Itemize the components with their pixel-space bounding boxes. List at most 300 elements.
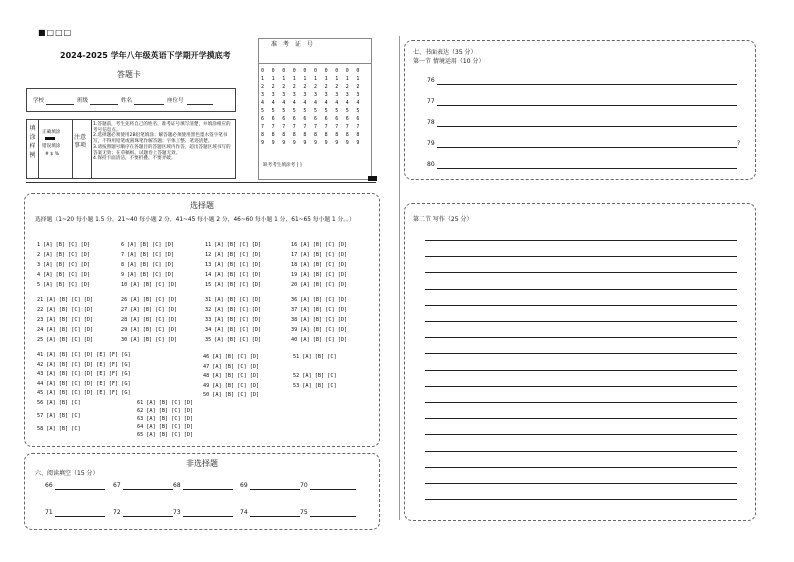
mcq-question[interactable] xyxy=(137,432,193,438)
admission-digit-bubble[interactable]: 3 xyxy=(282,92,286,98)
mcq-question[interactable] xyxy=(37,317,93,323)
mcq-question[interactable] xyxy=(37,297,93,303)
name-field[interactable] xyxy=(134,104,164,105)
admission-digit-bubble[interactable]: 8 xyxy=(314,132,318,138)
question-number: 31 xyxy=(205,297,212,303)
mcq-question[interactable] xyxy=(37,352,131,358)
admission-digit-bubble[interactable]: 6 xyxy=(324,116,328,122)
answer-options[interactable]: [A] [B] [C] xyxy=(46,400,81,406)
mcq-question[interactable] xyxy=(37,362,131,368)
answer-blank[interactable] xyxy=(183,516,233,517)
admission-digit-bubble[interactable]: 0 xyxy=(261,68,265,74)
admission-digit-bubble[interactable]: 8 xyxy=(345,132,349,138)
admission-digit-bubble[interactable]: 6 xyxy=(314,116,318,122)
admission-digit-bubble[interactable]: 2 xyxy=(282,84,286,90)
admission-digit-bubble[interactable]: 8 xyxy=(282,132,286,138)
admission-digit-column[interactable] xyxy=(346,67,349,147)
admission-digit-bubble[interactable]: 6 xyxy=(335,116,339,122)
admission-digit-bubble[interactable]: 2 xyxy=(271,84,275,90)
mcq-question[interactable] xyxy=(37,337,93,343)
mcq-question[interactable] xyxy=(205,262,261,268)
answer-options[interactable]: [A] [B] [C] [D] xyxy=(212,373,260,379)
school-field[interactable] xyxy=(46,104,74,105)
admission-digit-bubble[interactable]: 0 xyxy=(292,68,296,74)
admission-digit-bubble[interactable]: 1 xyxy=(324,76,328,82)
mcq-question[interactable] xyxy=(205,327,261,333)
mcq-question[interactable] xyxy=(205,252,261,258)
answer-options[interactable]: [A] [B] [C] [D] xyxy=(300,262,348,268)
admission-digit-bubble[interactable]: 6 xyxy=(292,116,296,122)
blank-number: 73 xyxy=(173,509,181,516)
admission-digit-bubble[interactable]: 9 xyxy=(314,140,318,146)
mcq-question[interactable] xyxy=(137,416,193,422)
mcq-title: 选择题 xyxy=(190,201,214,210)
admission-digit-bubble[interactable]: 3 xyxy=(303,92,307,98)
mcq-question[interactable] xyxy=(37,307,93,313)
question-number: 15 xyxy=(205,282,212,288)
question-number: 1 xyxy=(37,242,41,248)
admission-digit-bubble[interactable]: 8 xyxy=(261,132,265,138)
admission-digit-bubble[interactable]: 2 xyxy=(314,84,318,90)
admission-digit-bubble[interactable]: 6 xyxy=(271,116,275,122)
admission-digit-bubble[interactable]: 8 xyxy=(335,132,339,138)
answer-line[interactable] xyxy=(437,126,737,127)
note-line: 4.保持卡面清洁，不要折叠、不要弄破。 xyxy=(93,156,176,162)
question-number: 17 xyxy=(291,252,298,258)
answer-options[interactable]: [A] [B] [C] [D] xyxy=(214,307,262,313)
admission-digit-bubble[interactable]: 8 xyxy=(271,132,275,138)
mcq-question[interactable] xyxy=(37,252,90,258)
admission-digit-bubble[interactable]: 0 xyxy=(303,68,307,74)
answer-options[interactable]: [A] [B] [C] [D] xyxy=(300,337,348,343)
admission-digit-bubble[interactable]: 5 xyxy=(335,108,339,114)
mcq-question[interactable] xyxy=(203,383,259,389)
answer-options[interactable]: [A] [B] [C] [D] xyxy=(212,382,260,389)
admission-digit-bubble[interactable]: 1 xyxy=(292,76,296,82)
answer-options[interactable]: [A] [B] [C] [D] xyxy=(130,337,178,343)
mcq-question[interactable] xyxy=(37,426,81,432)
admission-digit-bubble[interactable]: 8 xyxy=(303,132,307,138)
question-number: 63 xyxy=(137,416,144,422)
admission-digit-bubble[interactable]: 9 xyxy=(292,140,296,146)
answer-blank[interactable] xyxy=(183,489,233,490)
mcq-question[interactable] xyxy=(291,242,347,248)
answer-line[interactable] xyxy=(437,84,737,85)
admission-digit-bubble[interactable]: 5 xyxy=(271,108,275,114)
mcq-question[interactable] xyxy=(37,381,131,387)
answer-options[interactable]: [A] [B] [C] [D] xyxy=(46,307,94,313)
answer-options[interactable]: [A] [B] [C] [D] xyxy=(127,272,174,278)
admission-digit-column[interactable] xyxy=(293,67,296,147)
admission-digit-bubble[interactable]: 0 xyxy=(345,68,349,74)
admission-digit-bubble[interactable]: 0 xyxy=(314,68,318,74)
admission-digit-bubble[interactable]: 0 xyxy=(356,68,360,74)
admission-digit-bubble[interactable]: 7 xyxy=(271,124,275,130)
answer-blank[interactable] xyxy=(123,489,173,490)
question-number: 52 xyxy=(293,373,300,379)
question-number: 5 xyxy=(37,282,41,288)
question-number: 36 xyxy=(291,297,298,303)
answer-options[interactable]: [A] [B] [C] xyxy=(302,354,337,360)
answer-options[interactable]: [A] [B] [C] [D] xyxy=(300,297,348,303)
answer-options[interactable]: [A] [B] [C] xyxy=(302,373,337,379)
admission-digit-bubble[interactable]: 4 xyxy=(335,100,339,106)
admission-digit-bubble[interactable]: 4 xyxy=(345,100,349,106)
mcq-question[interactable] xyxy=(37,400,81,406)
admission-digit-bubble[interactable]: 4 xyxy=(314,100,318,106)
mcq-question[interactable] xyxy=(291,262,347,268)
answer-options[interactable]: [A] [B] [C] xyxy=(46,426,81,432)
mcq-question[interactable] xyxy=(203,373,259,379)
admission-digit-bubble[interactable]: 5 xyxy=(292,108,296,114)
mcq-question[interactable] xyxy=(205,307,261,313)
admission-digit-bubble[interactable]: 1 xyxy=(335,76,339,82)
mcq-question[interactable] xyxy=(205,242,261,248)
answer-options[interactable]: [A] [B] [C] [D] [E] [F] [G] xyxy=(46,371,131,377)
admission-digit-bubble[interactable]: 7 xyxy=(345,124,349,130)
admission-digit-bubble[interactable]: 3 xyxy=(271,92,275,98)
admission-digit-bubble[interactable]: 9 xyxy=(261,140,265,146)
admission-digit-bubble[interactable]: 9 xyxy=(335,140,339,146)
admission-digit-bubble[interactable]: 8 xyxy=(324,132,328,138)
admission-digit-bubble[interactable]: 9 xyxy=(324,140,328,146)
admission-digit-bubble[interactable]: 3 xyxy=(356,92,360,98)
answer-blank[interactable] xyxy=(55,516,105,517)
answer-line[interactable] xyxy=(437,147,737,148)
answer-options[interactable]: [A] [B] [C] [D] xyxy=(214,327,262,333)
admission-digit-bubble[interactable]: 9 xyxy=(282,140,286,146)
mcq-question[interactable] xyxy=(37,282,90,288)
admission-digit-bubble[interactable]: 7 xyxy=(324,124,328,130)
question-number: 61 xyxy=(137,400,144,406)
admission-digit-bubble[interactable]: 4 xyxy=(292,100,296,106)
admission-digit-bubble[interactable]: 0 xyxy=(335,68,339,74)
answer-blank[interactable] xyxy=(123,516,173,517)
mcq-question[interactable] xyxy=(291,282,347,288)
question-number: 2 xyxy=(37,252,41,258)
admission-input-row[interactable] xyxy=(259,47,371,64)
admission-digit-bubble[interactable]: 6 xyxy=(356,116,360,122)
admission-digit-bubble[interactable]: 0 xyxy=(282,68,286,74)
mcq-question[interactable] xyxy=(291,327,347,333)
admission-digit-bubble[interactable]: 3 xyxy=(314,92,318,98)
admission-digit-bubble[interactable]: 2 xyxy=(292,84,296,90)
answer-options[interactable]: [A] [B] [C] [D] [E] [F] [G] xyxy=(46,390,131,396)
mcq-question[interactable] xyxy=(121,252,174,258)
answer-options[interactable]: [A] [B] [C] xyxy=(302,382,337,389)
admission-digit-bubble[interactable]: 5 xyxy=(356,108,360,114)
mcq-question[interactable] xyxy=(121,297,177,303)
admission-digit-bubble[interactable]: 9 xyxy=(356,140,360,146)
answer-options[interactable]: [A] [B] [C] [D] xyxy=(43,272,90,278)
admission-digit-grid[interactable] xyxy=(261,67,369,151)
fill-wrong-marks: # $ % xyxy=(45,152,60,157)
mcq-question[interactable] xyxy=(205,317,261,323)
mcq-question[interactable] xyxy=(137,408,193,414)
seat-field[interactable] xyxy=(187,104,213,105)
question-number: 9 xyxy=(121,272,125,278)
admission-digit-bubble[interactable]: 4 xyxy=(282,100,286,106)
admission-digit-bubble[interactable]: 9 xyxy=(271,140,275,146)
admission-digit-bubble[interactable]: 8 xyxy=(356,132,360,138)
mcq-question[interactable] xyxy=(203,392,259,398)
mcq-question[interactable] xyxy=(37,262,90,268)
answer-options[interactable]: [A] [B] [C] [D] xyxy=(130,307,178,313)
question-number: 20 xyxy=(291,282,298,288)
answer-options[interactable]: [A] [B] [C] [D] xyxy=(214,252,262,258)
section-7-title: 七、书面表达（35 分） xyxy=(413,49,477,56)
admission-digit-bubble[interactable]: 7 xyxy=(292,124,296,130)
answer-options[interactable]: [A] [B] [C] [D] xyxy=(212,354,260,360)
divider xyxy=(91,120,92,178)
answer-options[interactable]: [A] [B] [C] [D] xyxy=(214,242,262,248)
admission-digit-bubble[interactable]: 0 xyxy=(271,68,275,74)
answer-options[interactable]: [A] [B] [C] [D] xyxy=(46,337,94,343)
admission-digit-bubble[interactable]: 4 xyxy=(303,100,307,106)
answer-options[interactable]: [A] [B] [C] [D] xyxy=(43,252,90,258)
question-number: 8 xyxy=(121,262,125,268)
admission-digit-bubble[interactable]: 1 xyxy=(261,76,265,82)
answer-options[interactable]: [A] [B] [C] [D] xyxy=(300,242,348,248)
admission-digit-bubble[interactable]: 6 xyxy=(282,116,286,122)
answer-options[interactable]: [A] [B] [C] [D] xyxy=(43,282,90,288)
admission-digit-bubble[interactable]: 1 xyxy=(345,76,349,82)
mcq-question[interactable] xyxy=(291,297,347,303)
blank-number: 67 xyxy=(113,482,121,489)
answer-options[interactable]: [A] [B] [C] [D] xyxy=(300,272,348,278)
answer-options[interactable]: [A] [B] [C] [D] xyxy=(43,242,90,248)
mcq-question[interactable] xyxy=(291,337,347,343)
admission-label: 准 考 证 号 xyxy=(271,41,315,48)
mcq-section xyxy=(24,193,380,447)
answer-options[interactable]: [A] [B] [C] [D] [E] [F] [G] xyxy=(46,361,131,368)
answer-blank[interactable] xyxy=(310,489,356,490)
admission-digit-bubble[interactable]: 3 xyxy=(345,92,349,98)
admission-digit-bubble[interactable]: 2 xyxy=(345,84,349,90)
mcq-question[interactable] xyxy=(37,327,93,333)
question-number: 29 xyxy=(121,327,128,333)
admission-digit-column[interactable] xyxy=(356,67,359,147)
admission-digit-bubble[interactable]: 4 xyxy=(261,100,265,106)
question-number: 47 xyxy=(203,363,210,370)
mcq-question[interactable] xyxy=(121,337,177,343)
answer-options[interactable]: [A] [B] [C] [D] xyxy=(146,400,194,406)
admission-digit-bubble[interactable]: 6 xyxy=(345,116,349,122)
mcq-question[interactable] xyxy=(291,252,347,258)
answer-line[interactable] xyxy=(437,168,737,169)
admission-digit-bubble[interactable]: 3 xyxy=(261,92,265,98)
admission-box xyxy=(258,38,372,180)
answer-options[interactable]: [A] [B] [C] [D] xyxy=(146,416,194,422)
admission-digit-bubble[interactable]: 6 xyxy=(303,116,307,122)
answer-options[interactable]: [A] [B] [C] [D] xyxy=(127,252,174,258)
admission-digit-bubble[interactable]: 1 xyxy=(282,76,286,82)
mcq-question[interactable] xyxy=(121,282,177,288)
answer-options[interactable]: [A] [B] [C] [D] xyxy=(214,337,262,343)
mcq-question[interactable] xyxy=(121,272,174,278)
mcq-question[interactable] xyxy=(291,307,347,313)
mcq-question[interactable] xyxy=(37,390,131,396)
answer-blank[interactable] xyxy=(250,516,300,517)
admission-digit-column[interactable] xyxy=(335,67,338,147)
answer-options[interactable]: [A] [B] [C] [D] [E] [F] [G] xyxy=(46,352,131,358)
answer-options[interactable]: [A] [B] [C] [D] xyxy=(300,282,348,288)
answer-options[interactable]: [A] [B] [C] [D] xyxy=(214,297,262,303)
admission-digit-bubble[interactable]: 7 xyxy=(335,124,339,130)
answer-options[interactable]: [A] [B] [C] [D] [E] [F] [G] xyxy=(46,380,131,387)
admission-digit-bubble[interactable]: 2 xyxy=(335,84,339,90)
divider xyxy=(72,120,73,178)
mcq-question[interactable] xyxy=(37,272,90,278)
class-field[interactable] xyxy=(90,104,118,105)
admission-digit-bubble[interactable]: 0 xyxy=(324,68,328,74)
mcq-question[interactable] xyxy=(291,272,347,278)
admission-digit-bubble[interactable]: 7 xyxy=(261,124,265,130)
answer-options[interactable]: [A] [B] [C] [D] xyxy=(130,327,178,333)
admission-digit-bubble[interactable]: 7 xyxy=(356,124,360,130)
answer-options[interactable]: [A] [B] [C] [D] xyxy=(130,297,178,303)
mcq-question[interactable] xyxy=(137,424,193,430)
admission-digit-column[interactable] xyxy=(314,67,317,147)
answer-options[interactable]: [A] [B] [C] [D] xyxy=(212,363,260,370)
admission-digit-bubble[interactable]: 9 xyxy=(345,140,349,146)
admission-digit-bubble[interactable]: 2 xyxy=(324,84,328,90)
admission-digit-bubble[interactable]: 7 xyxy=(282,124,286,130)
question-number: 42 xyxy=(37,361,44,368)
mcq-question[interactable] xyxy=(293,354,337,360)
mcq-answer-area xyxy=(25,194,379,446)
admission-digit-bubble[interactable]: 8 xyxy=(292,132,296,138)
admission-digit-bubble[interactable]: 4 xyxy=(324,100,328,106)
question-number: 28 xyxy=(121,317,128,323)
mcq-question[interactable] xyxy=(37,413,81,419)
mcq-question[interactable] xyxy=(37,242,90,248)
answer-options[interactable]: [A] [B] [C] [D] xyxy=(43,262,90,268)
mcq-question[interactable] xyxy=(137,400,193,406)
answer-options[interactable]: [A] [B] [C] xyxy=(46,413,81,419)
answer-options[interactable]: [A] [B] [C] [D] xyxy=(300,327,348,333)
answer-options[interactable]: [A] [B] [C] [D] xyxy=(146,408,194,414)
admission-digit-bubble[interactable]: 1 xyxy=(303,76,307,82)
answer-options[interactable]: [A] [B] [C] [D] xyxy=(46,317,94,323)
mcq-question[interactable] xyxy=(121,307,177,313)
admission-digit-bubble[interactable]: 1 xyxy=(356,76,360,82)
answer-options[interactable]: [A] [B] [C] [D] xyxy=(214,282,262,288)
answer-blank[interactable] xyxy=(250,489,300,490)
answer-options[interactable]: [A] [B] [C] [D] xyxy=(214,317,262,323)
mcq-question[interactable] xyxy=(121,262,174,268)
answer-blank[interactable] xyxy=(55,489,105,490)
mcq-question[interactable] xyxy=(205,337,261,343)
mcq-question[interactable] xyxy=(205,297,261,303)
mcq-question[interactable] xyxy=(291,317,347,323)
admission-digit-bubble[interactable]: 1 xyxy=(314,76,318,82)
mcq-question[interactable] xyxy=(37,371,131,377)
answer-line[interactable] xyxy=(437,105,737,106)
fill-guide-title: 填涂样例 xyxy=(27,120,39,178)
answer-blank[interactable] xyxy=(310,516,356,517)
answer-options[interactable]: [A] [B] [C] [D] xyxy=(300,317,348,323)
mcq-question[interactable] xyxy=(121,242,174,248)
line-number: 80 xyxy=(427,161,435,168)
admission-digit-column[interactable] xyxy=(261,67,264,147)
answer-options[interactable]: [A] [B] [C] [D] xyxy=(127,262,174,268)
fill-correct: 正确填涂 xyxy=(42,130,61,135)
note-line: 3.请按照题号顺序在各题目的答题区域内作答，超出答题区域书写的答案无效；在草稿纸、试题卷上答题无效。 xyxy=(93,144,231,156)
admission-digit-column[interactable] xyxy=(325,67,328,147)
admission-digit-bubble[interactable]: 6 xyxy=(261,116,265,122)
answer-options[interactable]: [A] [B] [C] [D] xyxy=(300,252,348,258)
question-number: 14 xyxy=(205,272,212,278)
admission-digit-column[interactable] xyxy=(303,67,306,147)
fill-blanks-area xyxy=(25,454,379,529)
answer-options[interactable]: [A] [B] [C] [D] xyxy=(146,432,194,438)
question-number: 12 xyxy=(205,252,212,258)
mcq-question[interactable] xyxy=(205,272,261,278)
mcq-question[interactable] xyxy=(205,282,261,288)
mcq-question[interactable] xyxy=(121,327,177,333)
mcq-question[interactable] xyxy=(121,317,177,323)
admission-digit-bubble[interactable]: 1 xyxy=(271,76,275,82)
admission-digit-bubble[interactable]: 3 xyxy=(292,92,296,98)
question-number: 21 xyxy=(37,297,44,303)
answer-options[interactable]: [A] [B] [C] [D] xyxy=(46,327,94,333)
answer-options[interactable]: [A] [B] [C] [D] xyxy=(127,242,174,248)
admission-digit-bubble[interactable]: 2 xyxy=(356,84,360,90)
question-number: 45 xyxy=(37,390,44,396)
question-number: 6 xyxy=(121,242,125,248)
question-number: 23 xyxy=(37,317,44,323)
admission-digit-bubble[interactable]: 5 xyxy=(261,108,265,114)
admission-digit-bubble[interactable]: 7 xyxy=(303,124,307,130)
answer-options[interactable]: [A] [B] [C] [D] xyxy=(300,307,348,313)
answer-options[interactable]: [A] [B] [C] [D] xyxy=(130,282,178,288)
mcq-question[interactable] xyxy=(203,354,259,360)
admission-digit-column[interactable] xyxy=(282,67,285,147)
answer-options[interactable]: [A] [B] [C] [D] xyxy=(212,392,260,398)
admission-digit-bubble[interactable]: 2 xyxy=(261,84,265,90)
mcq-question[interactable] xyxy=(203,364,259,370)
admission-digit-bubble[interactable]: 4 xyxy=(356,100,360,106)
admission-digit-bubble[interactable]: 9 xyxy=(303,140,307,146)
admission-digit-bubble[interactable]: 3 xyxy=(324,92,328,98)
fill-correct-sample xyxy=(45,137,55,140)
mcq-question[interactable] xyxy=(293,373,337,379)
admission-digit-bubble[interactable]: 2 xyxy=(303,84,307,90)
admission-digit-column[interactable] xyxy=(272,67,275,147)
question-number: 51 xyxy=(293,354,300,360)
page-subtitle: 答题卡 xyxy=(117,70,141,79)
admission-digit-bubble[interactable]: 7 xyxy=(314,124,318,130)
admission-digit-bubble[interactable]: 5 xyxy=(303,108,307,114)
line-number: 76 xyxy=(427,77,435,84)
admission-digit-bubble[interactable]: 5 xyxy=(345,108,349,114)
answer-options[interactable]: [A] [B] [C] [D] xyxy=(130,317,178,323)
answer-options[interactable]: [A] [B] [C] [D] xyxy=(146,424,194,430)
answer-options[interactable]: [A] [B] [C] [D] xyxy=(46,297,94,303)
admission-digit-bubble[interactable]: 3 xyxy=(335,92,339,98)
answer-options[interactable]: [A] [B] [C] [D] xyxy=(214,272,262,278)
mcq-question[interactable] xyxy=(293,383,337,389)
admission-digit-bubble[interactable]: 5 xyxy=(282,108,286,114)
answer-options[interactable]: [A] [B] [C] [D] xyxy=(214,262,262,268)
question-number: 34 xyxy=(205,327,212,333)
admission-digit-bubble[interactable]: 4 xyxy=(271,100,275,106)
question-number: 24 xyxy=(37,327,44,333)
admission-digit-bubble[interactable]: 5 xyxy=(314,108,318,114)
admission-digit-bubble[interactable]: 5 xyxy=(324,108,328,114)
fill-wrong: 错误填涂 xyxy=(42,144,61,149)
